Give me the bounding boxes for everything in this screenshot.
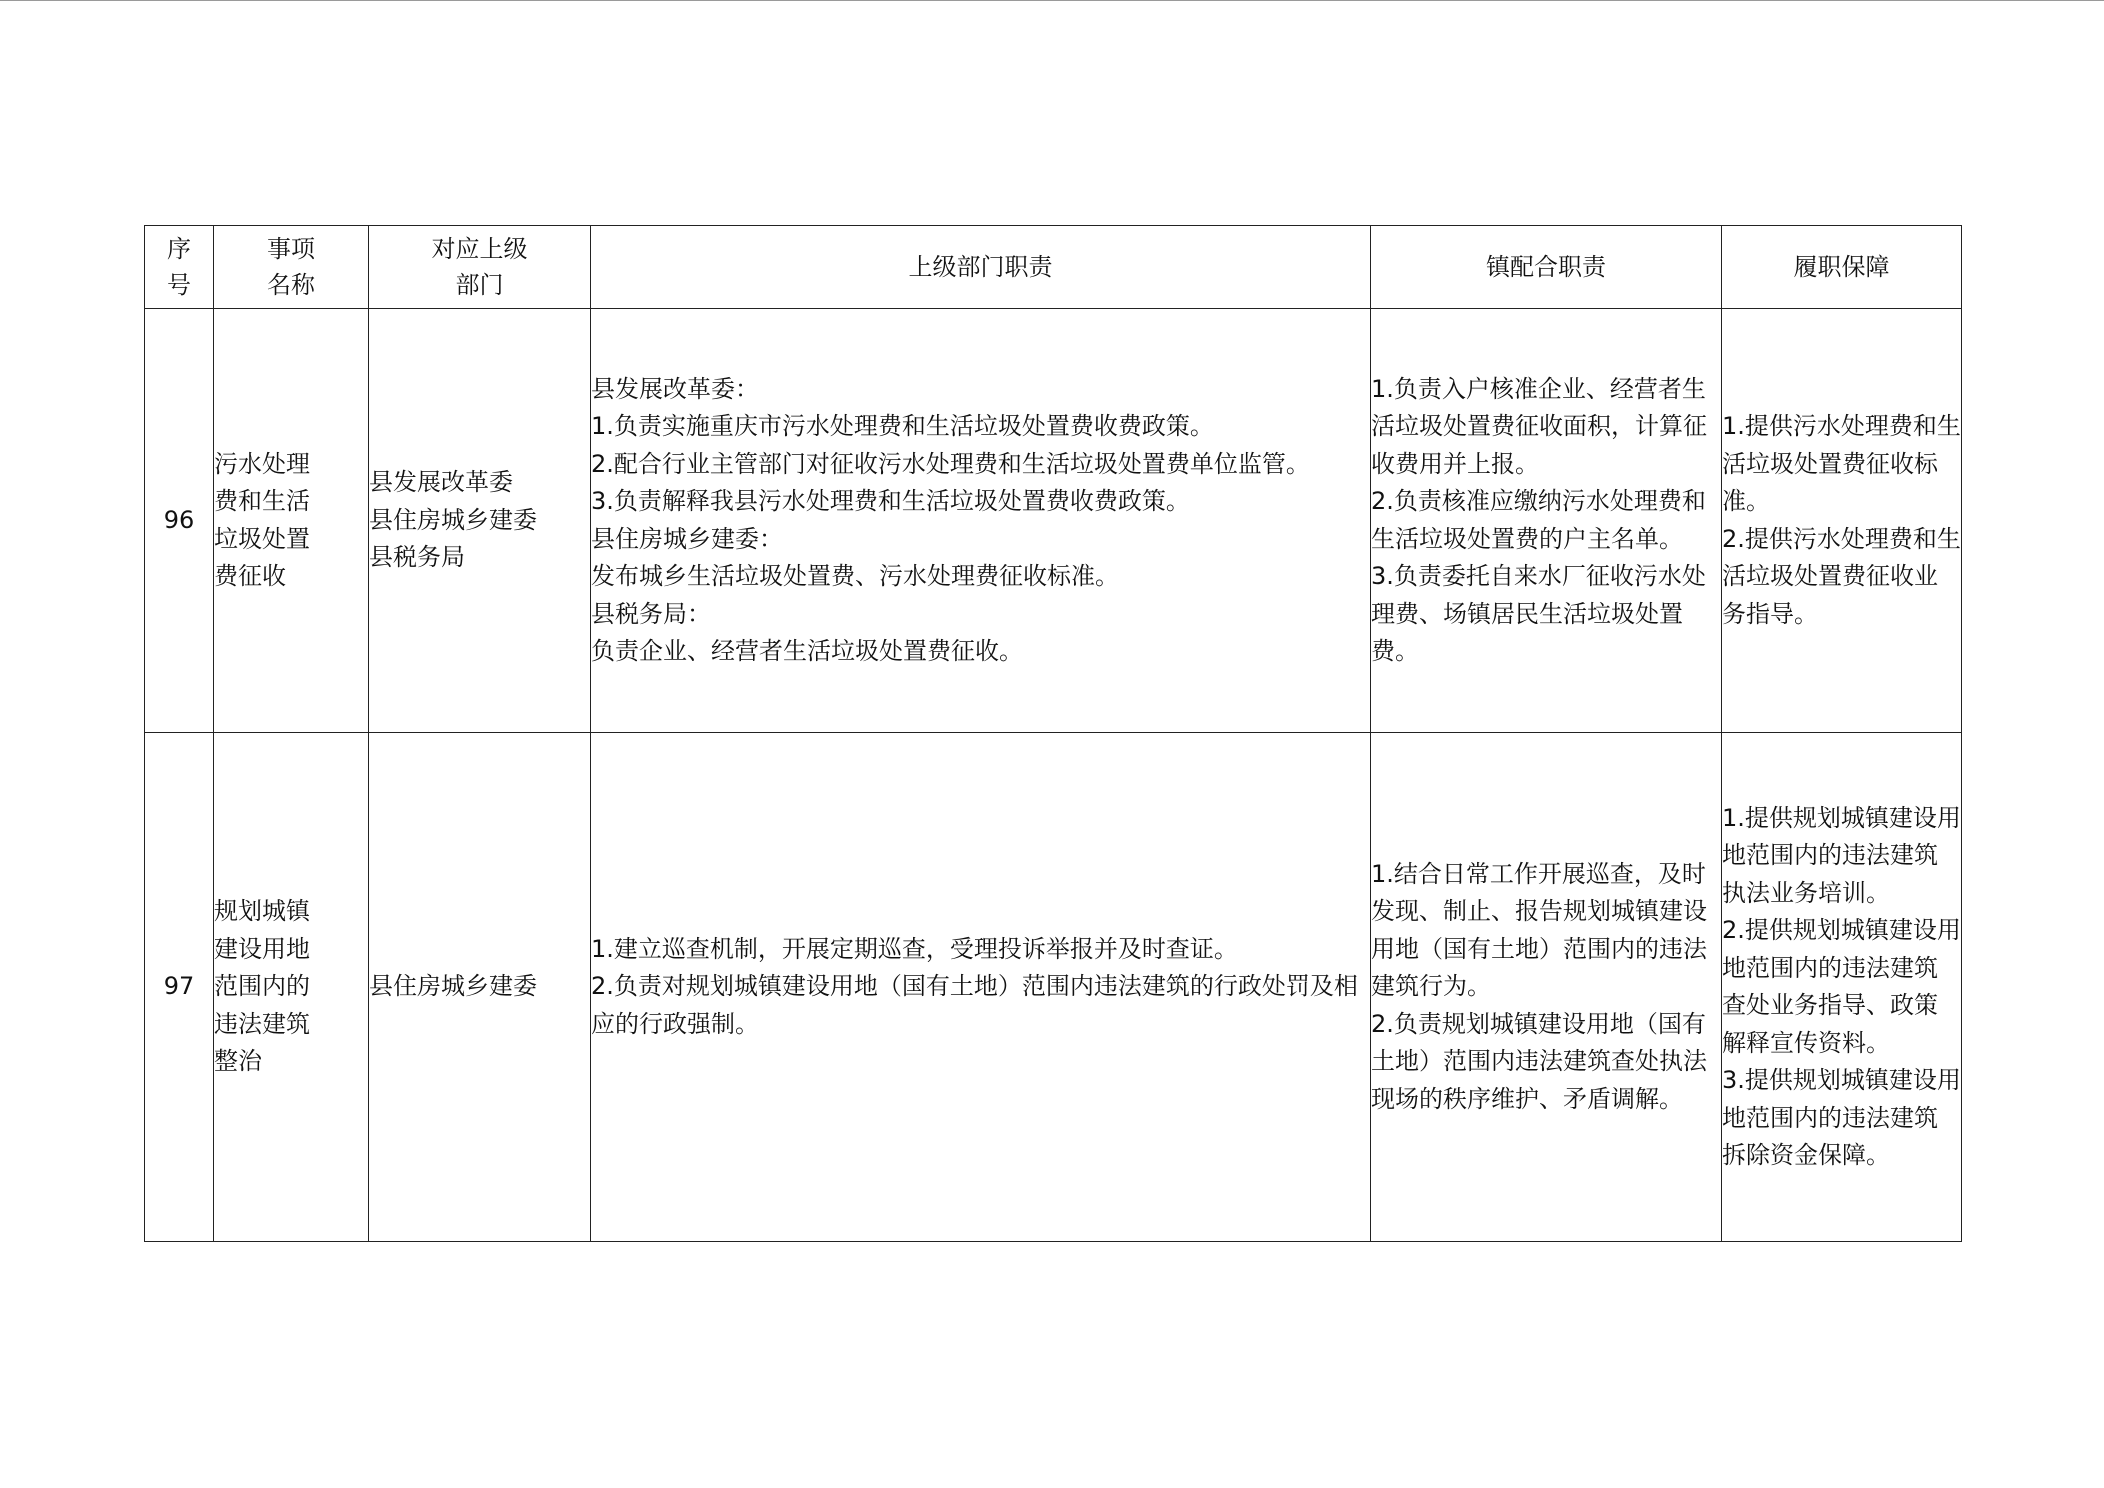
guarantee-line: 1.提供污水处理费和生活垃圾处置费征收标准。	[1722, 412, 1961, 515]
town-duty-line: 3.负责委托自来水厂征收污水处理费、场镇居民生活垃圾处置费。	[1371, 562, 1706, 665]
row-seq: 97	[145, 733, 214, 1242]
town-duty-line: 1.负责入户核准企业、经营者生活垃圾处置费征收面积，计算征收费用并上报。	[1371, 374, 1707, 478]
row-upper-duty	[591, 733, 1371, 1242]
upper-duty-line: 发布城乡生活垃圾处置费、污水处理费征收标准。	[591, 562, 1119, 590]
row-town-duty	[1371, 733, 1722, 1242]
header-upper-dept	[369, 226, 591, 309]
row-upper-duty	[591, 309, 1371, 733]
upper-duty-line: 县发展改革委：	[591, 374, 759, 403]
upper-duty-line: 县税务局：	[591, 599, 711, 628]
item-name-line: 违法建筑	[214, 1009, 310, 1038]
row-item-name	[214, 309, 369, 733]
header-row	[145, 226, 1962, 309]
guarantee-line: 2.提供规划城镇建设用地范围内的违法建筑查处业务指导、政策解释宣传资料。	[1722, 916, 1961, 1057]
header-upper-duty: 上级部门职责	[591, 226, 1371, 309]
upper-duty-line: 1.负责实施重庆市污水处理费和生活垃圾处置费收费政策。	[591, 412, 1214, 440]
town-duty-line: 1.结合日常工作开展巡查，及时发现、制止、报告规划城镇建设用地（国有土地）范围内的违法建筑行为。	[1371, 859, 1707, 1001]
upper-duty-line: 3.负责解释我县污水处理费和生活垃圾处置费收费政策。	[591, 487, 1190, 515]
item-name-line: 建设用地	[214, 934, 310, 963]
row-upper-dept	[369, 309, 591, 733]
table-row	[145, 733, 1962, 1242]
guarantee-line: 2.提供污水处理费和生活垃圾处置费征收业务指导。	[1722, 524, 1961, 628]
header-seq	[145, 226, 214, 309]
guarantee-line: 3.提供规划城镇建设用地范围内的违法建筑拆除资金保障。	[1722, 1066, 1961, 1169]
item-name-line: 费和生活	[214, 487, 310, 515]
upper-duty-line: 负责企业、经营者生活垃圾处置费征收。	[591, 637, 1023, 665]
duty-table	[144, 225, 1962, 1242]
row-town-duty	[1371, 309, 1722, 733]
dept-line: 县税务局	[369, 543, 465, 572]
dept-line: 县发展改革委	[369, 468, 513, 497]
item-name-line: 污水处理	[214, 449, 310, 478]
table-row	[145, 309, 1962, 733]
upper-duty-line: 2.负责对规划城镇建设用地（国有土地）范围内违法建筑的行政处罚及相应的行政强制。	[591, 972, 1358, 1038]
page-top-border	[0, 0, 2104, 1]
row-upper-dept	[369, 733, 591, 1242]
header-dept-line: 对应上级	[431, 235, 528, 263]
header-town-duty: 镇配合职责	[1371, 226, 1722, 309]
item-name-line: 整治	[214, 1047, 262, 1076]
row-guarantee	[1722, 309, 1962, 733]
row-seq: 96	[145, 309, 214, 733]
header-item-line: 事项	[267, 235, 315, 263]
header-item-name	[214, 226, 369, 309]
upper-duty-line: 2.配合行业主管部门对征收污水处理费和生活垃圾处置费单位监管。	[591, 449, 1310, 478]
town-duty-line: 2.负责核准应缴纳污水处理费和生活垃圾处置费的户主名单。	[1371, 487, 1706, 553]
item-name-line: 范围内的	[214, 972, 310, 1001]
upper-duty-line: 县住房城乡建委：	[591, 524, 783, 553]
item-name-line: 规划城镇	[214, 897, 310, 926]
header-item-line: 名称	[267, 271, 315, 299]
town-duty-line: 2.负责规划城镇建设用地（国有土地）范围内违法建筑查处执法现场的秩序维护、矛盾调解。	[1371, 1009, 1707, 1113]
upper-duty-line: 1.建立巡查机制，开展定期巡查，受理投诉举报并及时查证。	[591, 934, 1238, 963]
header-seq-line: 号	[167, 271, 191, 299]
guarantee-line: 1.提供规划城镇建设用地范围内的违法建筑执法业务培训。	[1722, 803, 1961, 907]
dept-line: 县住房城乡建委	[369, 972, 537, 1001]
item-name-line: 费征收	[214, 562, 286, 590]
header-dept-line: 部门	[455, 271, 504, 299]
header-seq-line: 序	[167, 235, 191, 263]
item-name-line: 垃圾处置	[214, 524, 310, 553]
header-guarantee: 履职保障	[1722, 226, 1962, 309]
row-guarantee	[1722, 733, 1962, 1242]
row-item-name	[214, 733, 369, 1242]
dept-line: 县住房城乡建委	[369, 505, 537, 534]
